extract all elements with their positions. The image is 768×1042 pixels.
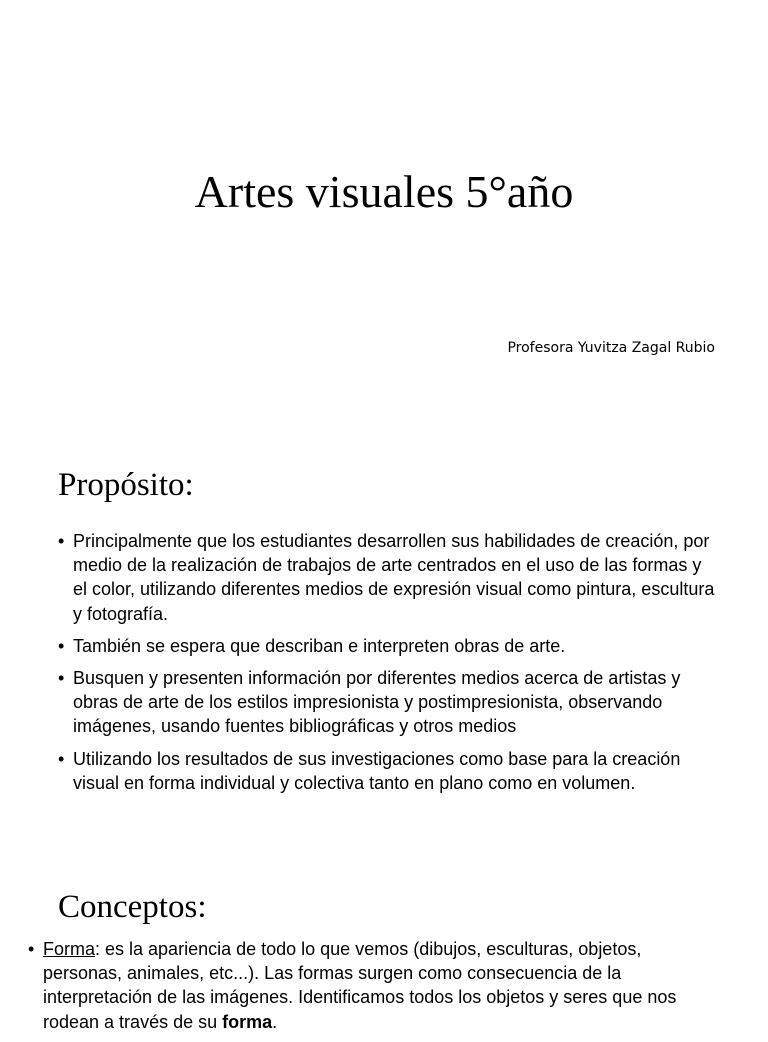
bullet-icon: •	[58, 531, 65, 551]
bullet-icon: •	[58, 668, 65, 689]
list-item	[58, 747, 718, 795]
bullet-icon: •	[58, 748, 65, 769]
concepts-heading: Conceptos:	[58, 889, 207, 925]
purpose-heading: Propósito:	[58, 467, 194, 503]
list-item	[28, 937, 718, 1034]
concept-term: Forma	[43, 939, 96, 959]
concept-emphasis: forma	[222, 1011, 273, 1032]
list-item	[58, 634, 718, 658]
bullet-icon: •	[28, 939, 35, 959]
concepts-list	[28, 937, 718, 1042]
concept-tail: .	[272, 1011, 278, 1032]
list-item-text: También se espera que describan e interpreten obras de arte.	[73, 635, 566, 656]
list-item	[58, 666, 718, 739]
list-item	[58, 529, 718, 626]
list-item-text: Utilizando los resultados de sus investigaciones como base para la creación visual en forma individual y colectiva tanto en plano como en volumen.	[73, 748, 681, 793]
author-subtitle: Profesora Yuvitza Zagal Rubio	[507, 340, 715, 356]
list-item-text: Principalmente que los estudiantes desarrollen sus habilidades de creación, por medio de la realización de trabajos de arte centrados en el uso de las formas y el color, utilizando diferentes medios de expresión visual como pintura, escultura y fotografía.	[73, 531, 715, 624]
list-item-text: Busquen y presenten información por diferentes medios acerca de artistas y obras de arte de los estilos impresionista y postimpresionista, observando imágenes, usando fuentes bibliográficas y otros medios	[73, 668, 681, 737]
slide-title: Artes visuales 5°año	[194, 166, 574, 217]
purpose-list	[58, 529, 718, 803]
bullet-icon: •	[58, 635, 65, 656]
concept-definition: : es la apariencia de todo lo que vemos (dibujos, esculturas, objetos, personas, animales, etc...). Las formas surgen como consecuencia de la interpretación de las imágenes. Identificamos todos los objetos y seres que nos rodean a través de su	[43, 939, 677, 1032]
